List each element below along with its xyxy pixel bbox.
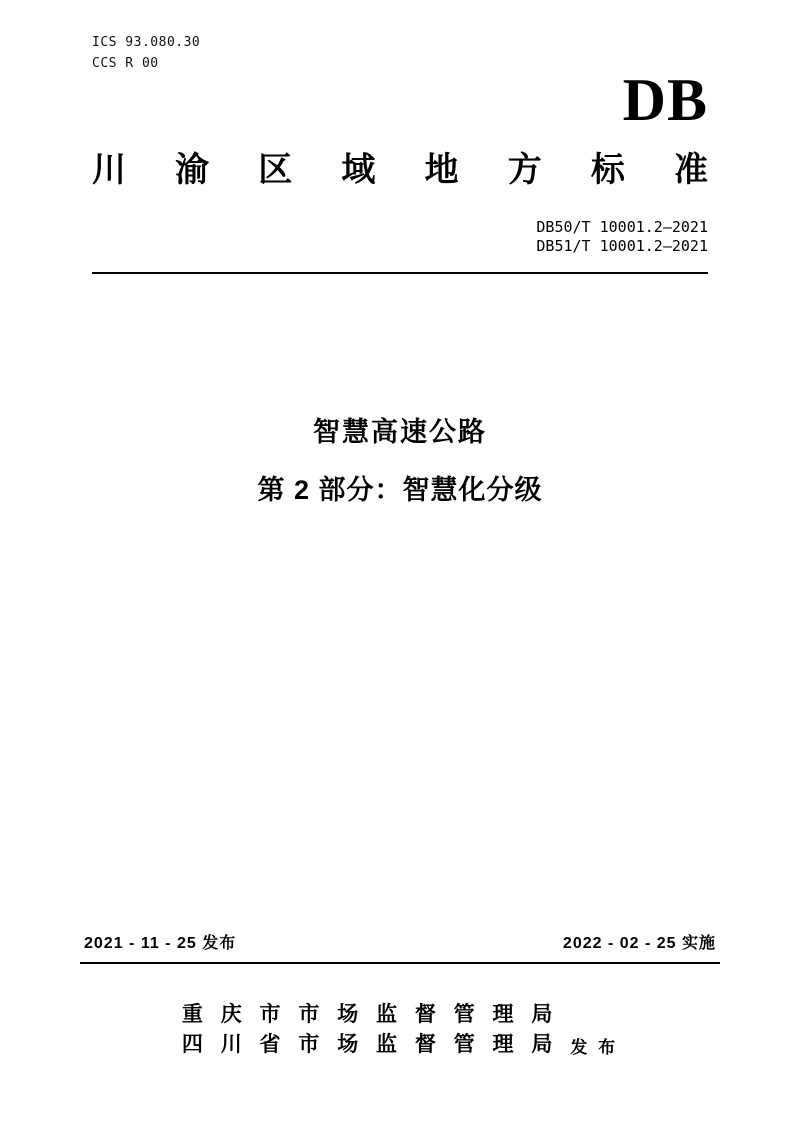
issuer-chongqing: 重 庆 市 市 场 监 督 管 理 局	[181, 1003, 559, 1026]
category-char-2: 渝	[175, 151, 210, 189]
category-char-1: 川	[92, 151, 126, 189]
publish-label: 发 布	[570, 1038, 619, 1057]
category-char-6: 方	[507, 151, 542, 189]
issuer-block	[0, 1000, 800, 1060]
standard-number-db51: DB51/T 10001.2—2021	[536, 237, 708, 255]
date-row	[84, 930, 716, 953]
effective-date: 2022 - 02 - 25 实施	[562, 935, 716, 952]
document-title	[0, 412, 800, 510]
category-char-5: 地	[424, 151, 459, 189]
category-char-7: 标	[590, 151, 625, 189]
document-title-part: 第 2 部分：智慧化分级	[257, 475, 543, 505]
standard-number-block	[536, 218, 708, 256]
ics-code: ICS 93.080.30	[92, 35, 201, 50]
issuer-sichuan: 四 川 省 市 场 监 督 管 理 局	[181, 1033, 559, 1056]
footer-divider	[80, 962, 720, 964]
ccs-code: CCS R 00	[92, 56, 159, 71]
release-date: 2021 - 11 - 25 发布	[84, 935, 237, 952]
issuer-names	[182, 1000, 559, 1060]
standard-number-db50: DB50/T 10001.2—2021	[536, 218, 708, 236]
category-char-8: 准	[673, 151, 708, 189]
header-divider	[92, 272, 708, 274]
db-logo: DB	[622, 67, 708, 133]
standard-category-title	[92, 148, 708, 192]
document-title-main: 智慧高速公路	[313, 417, 487, 447]
category-char-3: 区	[258, 151, 293, 189]
header-codes	[92, 32, 708, 74]
category-char-4: 域	[341, 151, 376, 189]
